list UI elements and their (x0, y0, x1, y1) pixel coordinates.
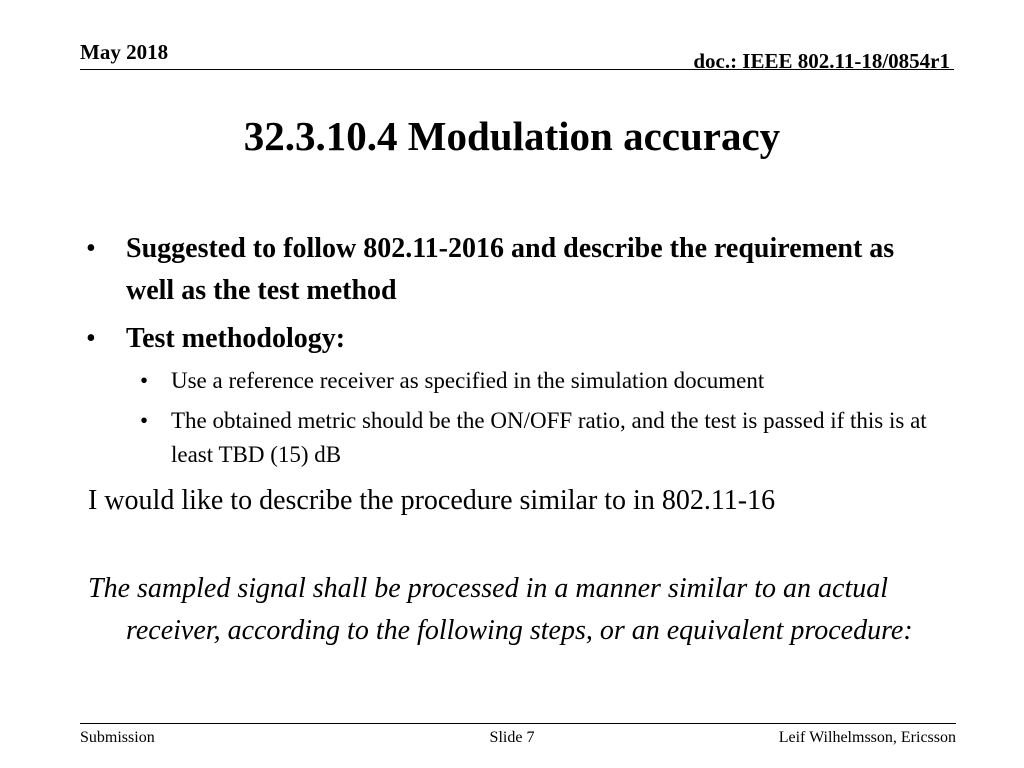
bullet-icon: • (86, 233, 96, 264)
footer-submission: Submission (80, 729, 155, 746)
header-doc-id: doc.: IEEE 802.11-18/0854r1 (693, 49, 950, 73)
sub-bullet-icon: • (140, 408, 149, 433)
footer-divider (80, 723, 956, 724)
sub-bullet-icon: • (140, 368, 149, 393)
header-date: May 2018 (80, 40, 169, 64)
bullet-item (80, 318, 940, 360)
bullet-text: Test methodology: (126, 323, 346, 354)
slide-body (80, 228, 940, 652)
header-divider (80, 69, 954, 70)
slide-title: 32.3.10.4 Modulation accuracy (243, 113, 781, 159)
bullet-item (80, 228, 940, 312)
plain-paragraph: I would like to describe the procedure similar to in 802.11-16 (88, 485, 776, 516)
footer-slide-number: Slide 7 (489, 729, 535, 746)
footer-author: Leif Wilhelmsson, Ericsson (778, 729, 956, 746)
sub-bullet-text: Use a reference receiver as specified in the simulation document (171, 368, 765, 393)
sub-bullet-item (80, 404, 940, 472)
italic-quote-paragraph: The sampled signal shall be processed in a manner similar to an actual receiver, according to the following steps, or an equivalent procedure: (88, 573, 913, 646)
bullet-icon: • (86, 323, 96, 354)
bullet-text: Suggested to follow 802.11-2016 and describe the requirement as well as the test method (126, 233, 895, 306)
sub-bullet-item (80, 364, 940, 398)
sub-bullet-text: The obtained metric should be the ON/OFF ratio, and the test is passed if this is at least TBD (15) dB (171, 408, 927, 467)
